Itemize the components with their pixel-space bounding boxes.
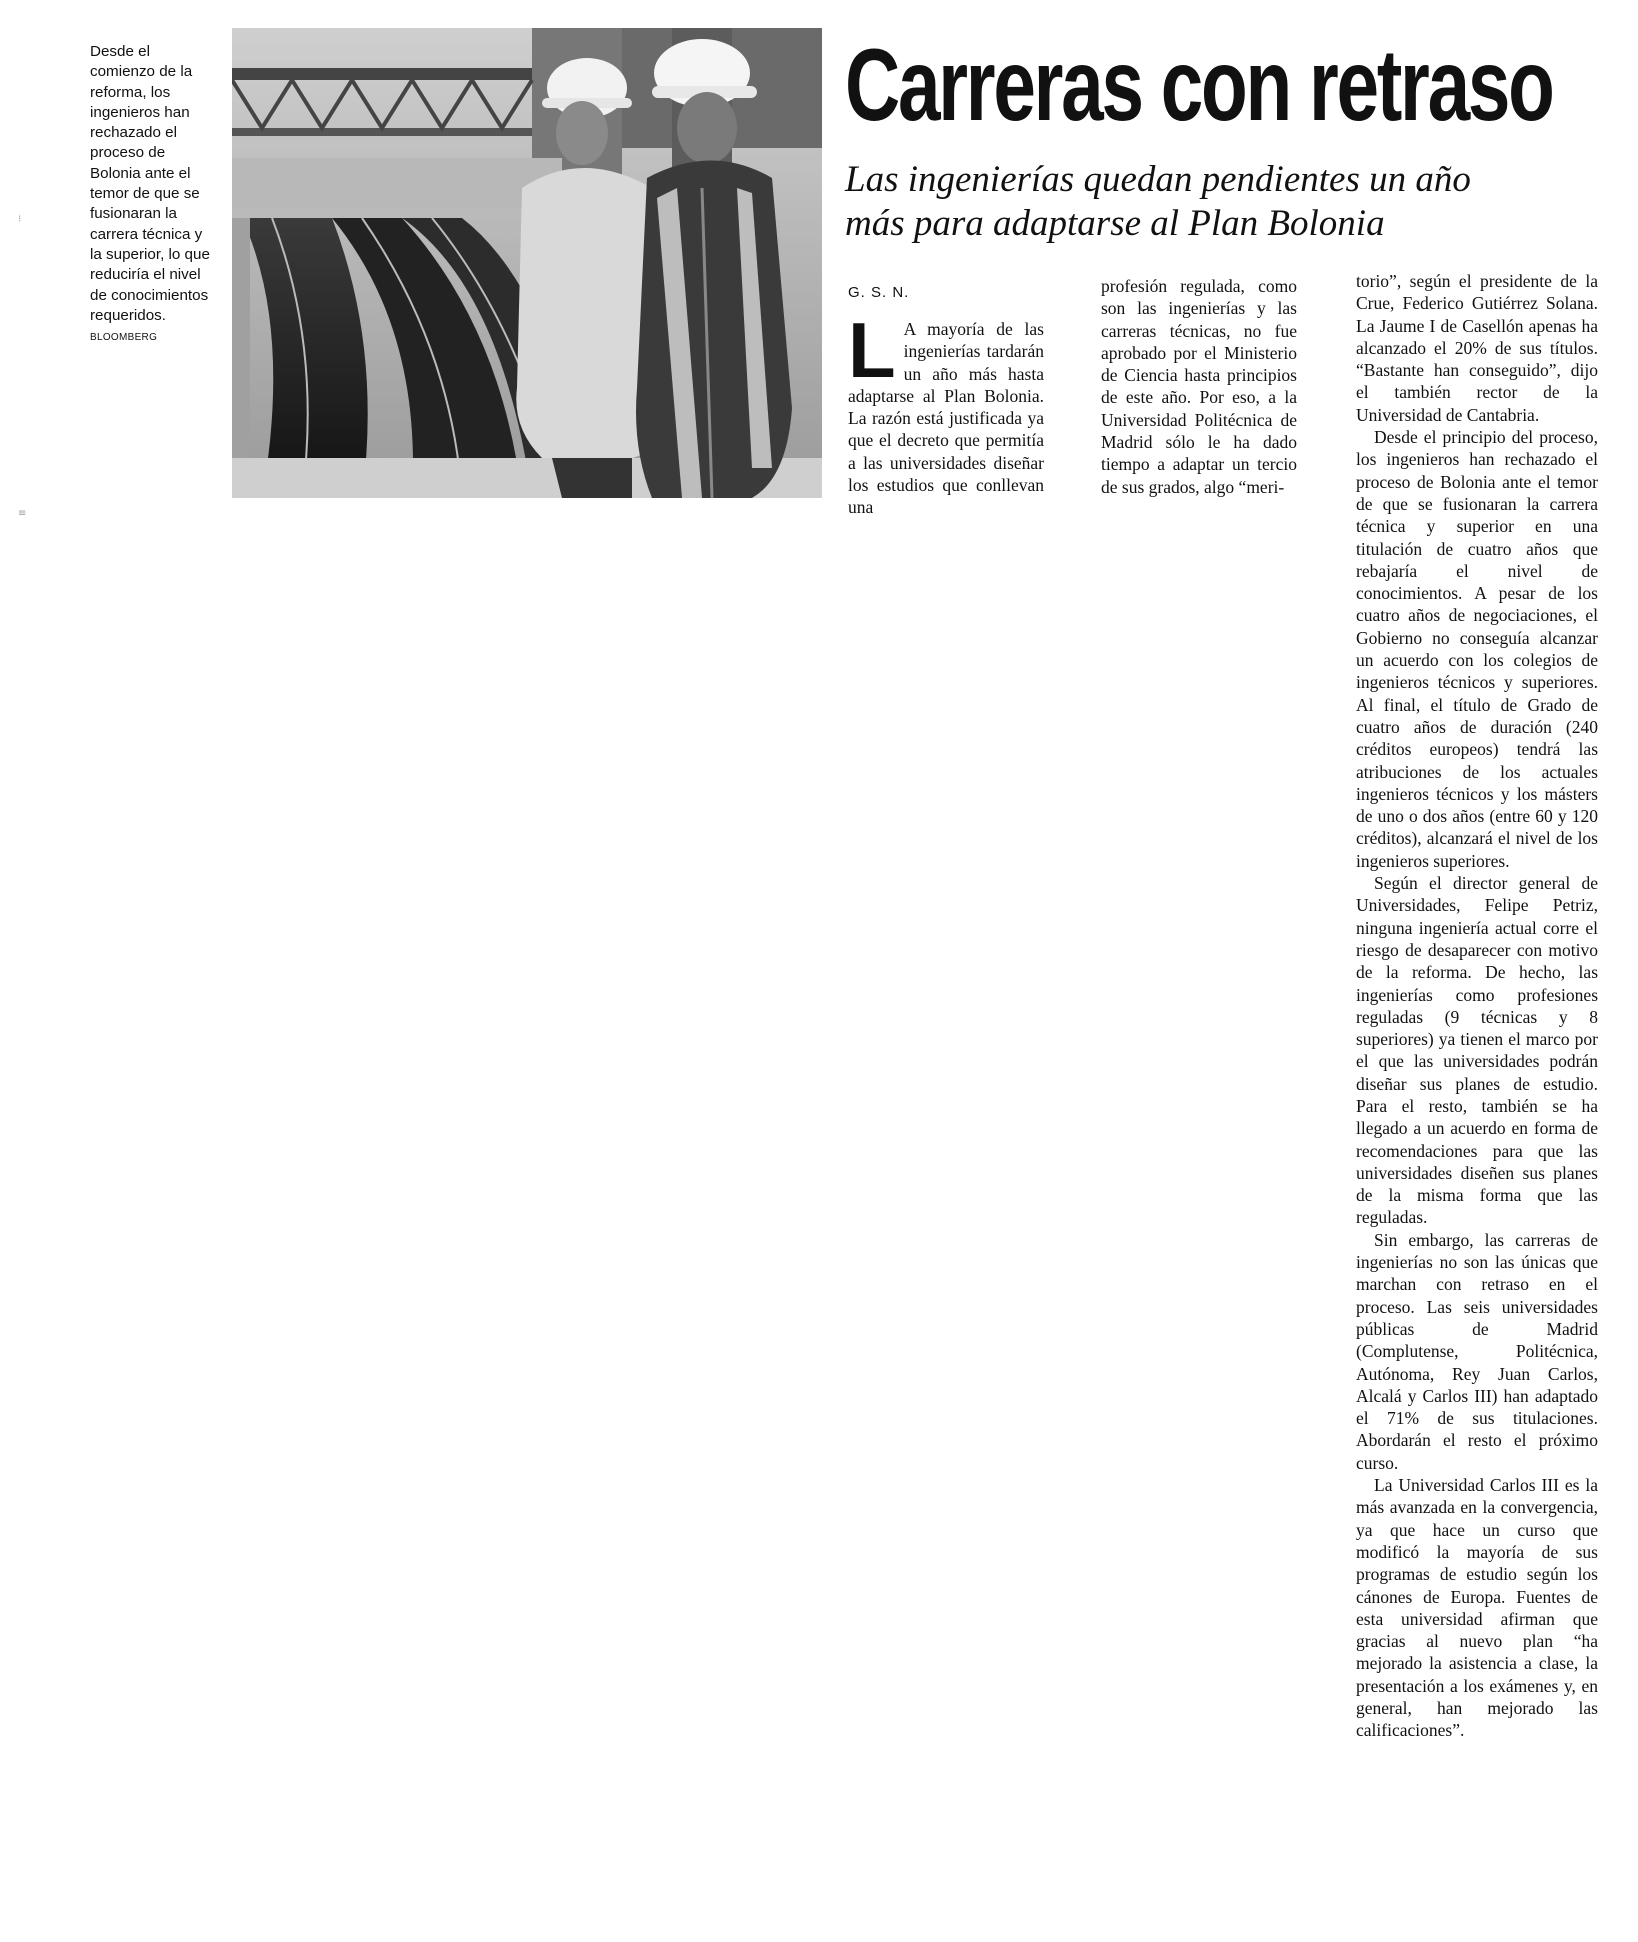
article-column-3 bbox=[1356, 270, 1598, 1742]
paragraph: torio”, según el presidente de la Crue, Federico Gutiérrez Solana. La Jaume I de Casellón apenas ha alcanzado el 20% de sus títulos. “Bastante han conseguido”, dijo el también rector de la Universidad de Cantabria. bbox=[1356, 271, 1598, 425]
byline: G. S. N. bbox=[848, 284, 910, 301]
paragraph: Según el director general de Universidades, Felipe Petriz, ninguna ingeniería actual corre el riesgo de desaparecer con motivo de la reforma. De hecho, las ingenierías como profesiones reguladas (9 técnicas y 8 superiores) ya tienen el marco por el que las universidades podrán diseñar sus planes de estudio. Para el resto, también se ha llegado a un acuerdo en forma de recomendaciones para que las universidades diseñen sus planes de la misma forma que las reguladas. bbox=[1356, 873, 1598, 1228]
article-column-1 bbox=[848, 306, 1044, 519]
scan-mark: ⁝ bbox=[18, 214, 22, 225]
paragraph: Desde el principio del proceso, los ingenieros han rechazado el proceso de Bolonia ante el temor de que se fusionaran la carrera técnica y superior en una titulación de cuatro años que rebajaría el nivel de conocimientos. A pesar de los cuatro años de negociaciones, el Gobierno no conseguía alcanzar un acuerdo con los colegios de ingenieros técnicos y superiores. Al final, el título de Grado de cuatro años de duración (240 créditos europeos) tendrá las atribuciones de los actuales ingenieros técnicos y los másters de uno o dos años (entre 60 y 120 créditos), alcanzará el nivel de los ingenieros superiores. bbox=[1356, 427, 1598, 871]
photo-credit: BLOOMBERG bbox=[90, 332, 158, 344]
article-column-2 bbox=[1101, 275, 1297, 498]
paragraph: profesión regulada, como son las ingenierías y las carreras técnicas, no fue aprobado por el Ministerio de Ciencia hasta principios de este año. Por eso, a la Universidad Politécnica de Madrid sólo le ha dado tiempo a adaptar un tercio de sus grados, algo “meri- bbox=[1101, 276, 1297, 497]
paragraph: A mayoría de las ingenierías tardarán un año más hasta adaptarse al Plan Bolonia. La razón está justificada ya que el decreto que permitía a las universidades diseñar los estudios que conllevan una bbox=[848, 319, 1044, 518]
subtitle: Las ingenierías quedan pendientes un año más para adaptarse al Plan Bolonia bbox=[845, 159, 1471, 244]
paragraph: Sin embargo, las carreras de ingenierías no son las únicas que marchan con retraso en el proceso. Las seis universidades públicas de Madrid (Complutense, Politécnica, Autónoma, Rey Juan Carlos, Alcalá y Carlos III) han adaptado el 71% de sus titulaciones. Abordarán el resto el próximo curso. bbox=[1356, 1229, 1598, 1473]
engineers-photo-illustration bbox=[232, 28, 822, 498]
scan-mark: ≡ bbox=[18, 508, 27, 519]
photo-caption bbox=[90, 42, 214, 348]
article-photo bbox=[232, 28, 822, 498]
caption-text: Desde el comienzo de la reforma, los ingenieros han rechazado el proceso de Bolonia ante el temor de que se fusionaran la carrera técnica y la superior, lo que reduciría el nivel de conocimientos requeridos. bbox=[90, 43, 210, 324]
headline: Carreras con retraso bbox=[845, 28, 1553, 142]
drop-cap: L bbox=[848, 306, 896, 394]
paragraph: La Universidad Carlos III es la más avanzada en la convergencia, ya que hace un curso que modificó la mayoría de sus programas de estudio según los cánones de Europa. Fuentes de esta universidad afirman que gracias al nuevo plan “ha mejorado la asistencia a clase, la presentación a los exámenes y, en general, han mejorado las calificaciones”. bbox=[1356, 1475, 1598, 1741]
